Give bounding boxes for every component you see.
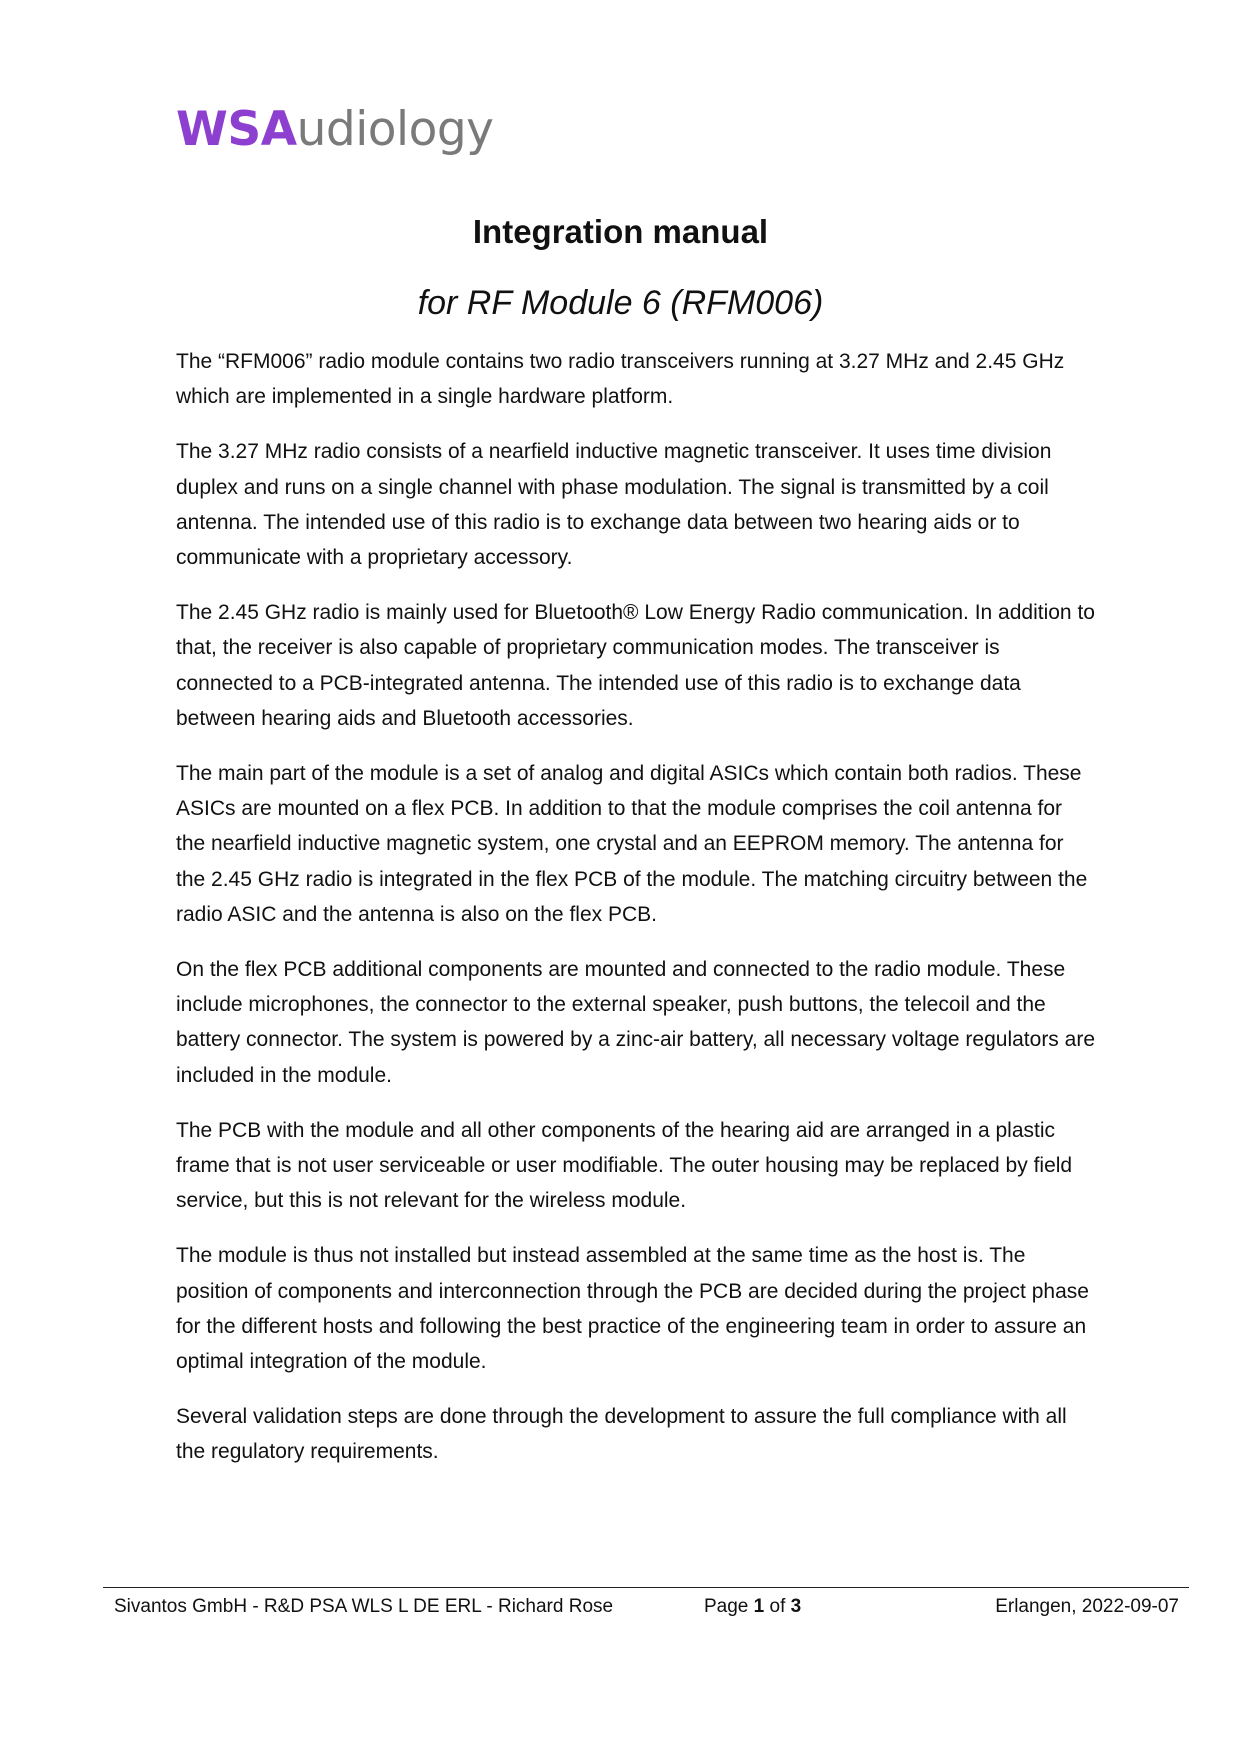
logo-a: A <box>260 102 297 157</box>
document-body <box>176 344 1096 1490</box>
ws-audiology-logo <box>176 100 493 160</box>
logo-ws: WS <box>176 102 261 157</box>
footer-location-date: Erlangen, 2022-09-07 <box>995 1596 1179 1617</box>
paragraph-8: Several validation steps are done through the development to assure the full compliance with all the regulatory requirements. <box>176 1405 1067 1464</box>
footer-divider <box>103 1587 1189 1588</box>
footer-author: Sivantos GmbH - R&D PSA WLS L DE ERL - Richard Rose <box>114 1596 614 1617</box>
paragraph-1: The “RFM006” radio module contains two radio transceivers running at 3.27 MHz and 2.45 GHz which are implemented in a single hardware platform. <box>176 350 1065 409</box>
footer-page-of: of <box>769 1596 786 1617</box>
footer-page-current: 1 <box>753 1596 765 1617</box>
footer-page-label: Page <box>704 1596 749 1617</box>
paragraph-7: The module is thus not installed but instead assembled at the same time as the host is. The position of components and interconnection through the PCB are decided during the project phase for the different hosts and following the best practice of the engineering team in order to assure an optimal integration of the module. <box>176 1244 1089 1374</box>
footer-page-number <box>704 1594 801 1620</box>
document-title: Integration manual <box>472 213 769 250</box>
paragraph-6: The PCB with the module and all other components of the hearing aid are arranged in a plastic frame that is not user serviceable or user modifiable. The outer housing may be replaced by field service, but this is not relevant for the wireless module. <box>176 1118 1073 1213</box>
paragraph-2: The 3.27 MHz radio consists of a nearfield inductive magnetic transceiver. It uses time division duplex and runs on a single channel with phase modulation. The signal is transmitted by a coil antenna. The intended use of this radio is to exchange data between two hearing aids or to communicate with a proprietary accessory. <box>176 440 1052 570</box>
logo-udiology: udiology <box>296 102 494 157</box>
footer-page-total: 3 <box>790 1596 802 1617</box>
paragraph-3: The 2.45 GHz radio is mainly used for Bluetooth® Low Energy Radio communication. In addition to that, the receiver is also capable of proprietary communication modes. The transceiver is connected to a PCB-integrated antenna. The intended use of this radio is to exchange data between hearing aids and Bluetooth accessories. <box>176 601 1095 730</box>
paragraph-5: On the flex PCB additional components are mounted and connected to the radio module. These include microphones, the connector to the external speaker, push buttons, the telecoil and the battery connector. The system is powered by a zinc-air battery, all necessary voltage regulators are included in the module. <box>176 958 1095 1087</box>
paragraph-4: The main part of the module is a set of analog and digital ASICs which contain both radios. These ASICs are mounted on a flex PCB. In addition to that the module comprises the coil antenna for the nearfield inductive magnetic system, one crystal and an EEPROM memory. The antenna for the 2.45 GHz radio is integrated in the flex PCB of the module. The matching circuitry between the radio ASIC and the antenna is also on the flex PCB. <box>176 762 1088 926</box>
document-subtitle: for RF Module 6 (RFM006) <box>417 284 824 322</box>
